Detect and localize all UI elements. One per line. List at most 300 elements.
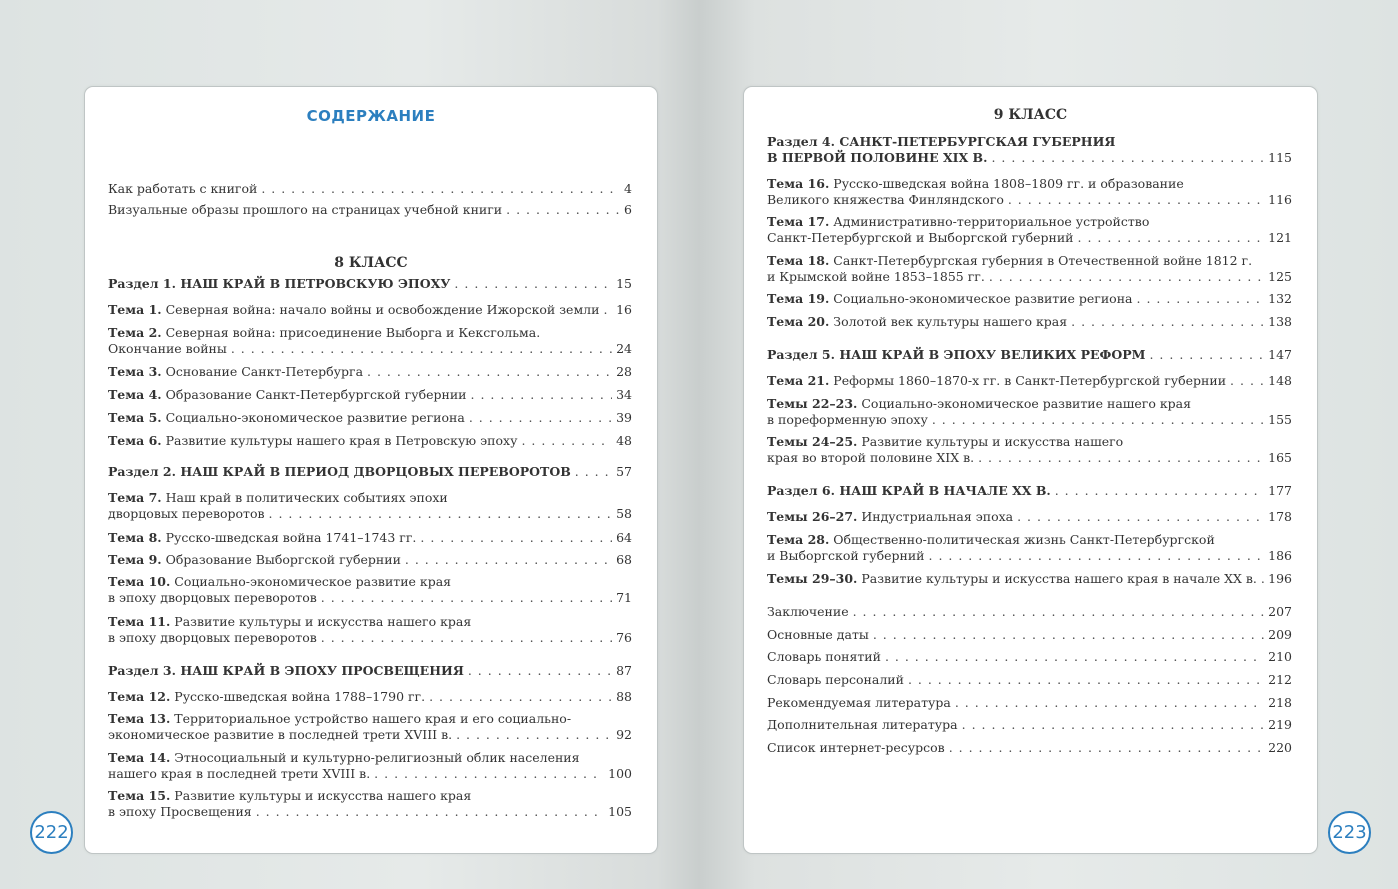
toc-entry[interactable] [767, 672, 1292, 688]
toc-entry-row [767, 269, 1292, 285]
toc-entry-title: Административно-территориальное устройство [829, 214, 1150, 229]
toc-entry[interactable] [767, 695, 1292, 711]
toc-entry-text [767, 150, 987, 166]
toc-entry-label: Тема 10. [108, 574, 171, 589]
toc-page-number: 207 [1268, 604, 1292, 619]
page-number-right: 223 [1328, 811, 1371, 854]
toc-entry-line [767, 176, 1292, 192]
toc-entry[interactable] [108, 663, 632, 679]
dot-leader [885, 649, 1264, 665]
toc-entry-text [767, 269, 985, 285]
toc-entry[interactable] [108, 302, 632, 318]
toc-entry-title: и Выборгской губерний [767, 548, 925, 563]
toc-entry-text [767, 192, 1004, 208]
toc-page-number: 105 [608, 804, 632, 819]
toc-entry[interactable] [108, 387, 632, 403]
left-page [84, 86, 658, 854]
toc-entry-label: Темы 26–27. [767, 509, 858, 524]
toc-entry-label: Тема 9. [108, 552, 162, 567]
dot-leader [367, 364, 612, 380]
toc-entry-label: Тема 7. [108, 490, 162, 505]
toc-entry[interactable] [767, 483, 1292, 499]
right-page [743, 86, 1318, 854]
toc-entry[interactable] [767, 717, 1292, 733]
dot-leader [256, 804, 604, 820]
toc-entry-text [767, 548, 925, 564]
toc-entry[interactable] [767, 253, 1292, 285]
toc-entry-row [108, 727, 632, 743]
toc-entry-title: Социально-экономическое развитие нашего края [857, 396, 1191, 411]
toc-entry-text [108, 387, 467, 403]
toc-entry-text [108, 766, 370, 782]
toc-entry[interactable] [767, 291, 1292, 307]
toc-entry-row [108, 302, 632, 318]
toc-entry-title: Русско-шведская война 1788–1790 гг. [170, 689, 426, 704]
toc-entry-label: Раздел 3. НАШ КРАЙ В ЭПОХУ ПРОСВЕЩЕНИЯ [108, 663, 464, 678]
toc-entry[interactable] [108, 410, 632, 426]
toc-entry-text [108, 630, 317, 646]
dot-leader [1149, 347, 1264, 363]
toc-entry[interactable] [767, 396, 1292, 428]
dot-leader [231, 341, 612, 357]
toc-entry-title: Основание Санкт-Петербурга [161, 364, 364, 379]
toc-entry-title: Развитие культуры и искусства нашего края в начале XX в. [857, 571, 1257, 586]
toc-entry-text [767, 373, 1226, 389]
toc-entry-title: Этносоциальный и культурно-религиозный облик населения [170, 750, 580, 765]
toc-entry-label: Тема 12. [108, 689, 171, 704]
toc-page-number: 39 [616, 410, 632, 425]
toc-entry-line [767, 214, 1292, 230]
toc-entry-row [108, 364, 632, 380]
toc-entry-text [108, 727, 452, 743]
dot-leader [853, 604, 1265, 620]
toc-entry-title: Наш край в политических событиях эпохи [161, 490, 448, 505]
toc-entry-title: и Крымской войне 1853–1855 гг. [767, 269, 985, 284]
toc-page-number: 219 [1268, 717, 1292, 732]
toc-entry[interactable] [108, 202, 632, 218]
toc-page-number: 165 [1268, 450, 1292, 465]
toc-entry-title: Социально-экономическое развитие региона [161, 410, 465, 425]
toc-entry-title: Социально-экономическое развитие края [170, 574, 452, 589]
toc-entry-text [767, 717, 958, 733]
toc-entry-label: Тема 2. [108, 325, 162, 340]
toc-entry-line [767, 134, 1292, 150]
dot-leader [1261, 571, 1264, 587]
toc-entry-row [767, 450, 1292, 466]
toc-entry-text [767, 347, 1145, 363]
toc-entry-title: Развитие культуры и искусства нашего [857, 434, 1124, 449]
toc-page-number: 88 [616, 689, 632, 704]
dot-leader [506, 202, 620, 218]
toc-entry[interactable] [108, 788, 632, 820]
toc-entry-label: Тема 5. [108, 410, 162, 425]
toc-entry-label: Раздел 1. НАШ КРАЙ В ПЕТРОВСКУЮ ЭПОХУ [108, 276, 451, 291]
toc-entry-text [108, 552, 401, 568]
toc-entry-title: края во второй половине XIX в. [767, 450, 975, 465]
toc-entry-text [108, 364, 363, 380]
dot-leader [929, 548, 1265, 564]
toc-page-number: 148 [1268, 373, 1292, 388]
toc-entry[interactable] [767, 604, 1292, 620]
toc-entry-text [108, 689, 425, 705]
toc-entry-row [767, 509, 1292, 525]
toc-entry-row [108, 552, 632, 568]
toc-entry-title: Основные даты [767, 627, 869, 642]
dot-leader [932, 412, 1264, 428]
dot-leader [456, 727, 612, 743]
toc-entry-title: Русско-шведская война 1808–1809 гг. и образование [829, 176, 1184, 191]
toc-entry[interactable] [767, 347, 1292, 363]
toc-entry-row [767, 230, 1292, 246]
toc-page-number: 28 [616, 364, 632, 379]
toc-entry-title: Санкт-Петербургской и Выборгской губерний [767, 230, 1074, 245]
dot-leader [1008, 192, 1264, 208]
toc-entry-row [108, 202, 632, 218]
toc-page-number: 218 [1268, 695, 1292, 710]
toc-entry-title: в пореформенную эпоху [767, 412, 928, 427]
toc-entry-row [108, 410, 632, 426]
toc-entry-text [108, 410, 465, 426]
toc-entry-title: Социально-экономическое развитие региона [829, 291, 1133, 306]
toc-page-number: 4 [624, 181, 632, 196]
toc-page-number: 57 [616, 464, 632, 479]
toc-entry-title: Реформы 1860–1870-х гг. в Санкт-Петербургской губернии [829, 373, 1227, 388]
toc-entry-row [108, 663, 632, 679]
dot-leader [468, 663, 612, 679]
dot-leader [1078, 230, 1265, 246]
dot-leader [429, 689, 612, 705]
toc-entry-label: Тема 18. [767, 253, 830, 268]
toc-entry-row [108, 804, 632, 820]
dot-leader [873, 627, 1264, 643]
toc-entry-label: Тема 28. [767, 532, 830, 547]
toc-entry-text [108, 663, 464, 679]
page-title: СОДЕРЖАНИЕ [306, 107, 436, 125]
dot-leader [1071, 314, 1264, 330]
toc-entry[interactable] [767, 214, 1292, 246]
toc-entry-text [108, 341, 227, 357]
toc-entry[interactable] [767, 532, 1292, 564]
dot-leader [1137, 291, 1265, 307]
toc-entry-label: Раздел 5. НАШ КРАЙ В ЭПОХУ ВЕЛИКИХ РЕФОРМ [767, 347, 1146, 362]
toc-entry-title: Санкт-Петербургская губерния в Отечественной войне 1812 г. [829, 253, 1253, 268]
toc-entry-text [767, 740, 945, 756]
toc-entry-label: Тема 14. [108, 750, 171, 765]
toc-entry-text [108, 590, 317, 606]
toc-entry-title: нашего края в последней трети XVIII в. [108, 766, 371, 781]
dot-leader [989, 269, 1264, 285]
toc-entry-label: Тема 6. [108, 433, 162, 448]
dot-leader [420, 530, 612, 546]
toc-entry-title: Окончание войны [108, 341, 227, 356]
toc-entry[interactable] [108, 325, 632, 357]
dot-leader [374, 766, 604, 782]
toc-entry-label: Раздел 4. САНКТ-ПЕТЕРБУРГСКАЯ ГУБЕРНИЯ [767, 134, 1116, 149]
toc-entry-label: Тема 11. [108, 614, 171, 629]
toc-entry-row [767, 347, 1292, 363]
toc-entry[interactable] [767, 627, 1292, 643]
toc-entry-row [767, 740, 1292, 756]
dot-leader [521, 433, 612, 449]
toc-entry-title: Развитие культуры и искусства нашего края [170, 788, 472, 803]
toc-entry[interactable] [108, 181, 632, 197]
toc-page-number: 115 [1268, 150, 1292, 165]
toc-entry-title: Визуальные образы прошлого на страницах учебной книги [108, 202, 503, 217]
dot-leader [908, 672, 1264, 688]
toc-entry-line [108, 750, 632, 766]
toc-entry-label: Раздел 6. НАШ КРАЙ В НАЧАЛЕ XX В. [767, 483, 1051, 498]
dot-leader [405, 552, 612, 568]
toc-entry-title: Образование Санкт-Петербургской губернии [161, 387, 467, 402]
dot-leader [261, 181, 620, 197]
toc-page-number: 186 [1268, 548, 1292, 563]
toc-entry-row [767, 695, 1292, 711]
toc-entry-text [767, 695, 951, 711]
toc-entry-line [767, 532, 1292, 548]
toc-entry-title: Рекомендуемая литература [767, 695, 951, 710]
toc-entry-title: в эпоху дворцовых переворотов [108, 630, 317, 645]
toc-entry-text [767, 450, 974, 466]
toc-entry-text [767, 483, 1051, 499]
toc-entry-text [108, 506, 265, 522]
toc-entry-title: дворцовых переворотов [108, 506, 265, 521]
toc-entry-text [767, 314, 1067, 330]
toc-entry-line [108, 490, 632, 506]
toc-entry[interactable] [767, 134, 1292, 166]
toc-entry-title: Великого княжества Финляндского [767, 192, 1004, 207]
toc-entry-text [767, 649, 881, 665]
toc-entry[interactable] [767, 509, 1292, 525]
toc-entry-label: Темы 22–23. [767, 396, 858, 411]
toc-entry-label: Тема 1. [108, 302, 162, 317]
toc-entry-title: Как работать с книгой [108, 181, 258, 196]
toc-entry-row [108, 464, 632, 480]
toc-entry-line [108, 325, 632, 341]
toc-entry-title: Словарь понятий [767, 649, 881, 664]
toc-entry-title: Русско-шведская война 1741–1743 гг. [161, 530, 417, 545]
toc-entry[interactable] [108, 574, 632, 606]
dot-leader [575, 464, 612, 480]
toc-entry-label: В ПЕРВОЙ ПОЛОВИНЕ XIX В. [767, 150, 988, 165]
toc-entry-row [767, 717, 1292, 733]
toc-entry-row [767, 672, 1292, 688]
toc-entry-row [108, 506, 632, 522]
toc-entry-row [108, 766, 632, 782]
toc-page-number: 209 [1268, 627, 1292, 642]
toc-entry-row [767, 291, 1292, 307]
toc-entry-line [108, 574, 632, 590]
toc-entry-label: Темы 29–30. [767, 571, 858, 586]
dot-leader [991, 150, 1264, 166]
toc-entry-label: Тема 8. [108, 530, 162, 545]
toc-entry[interactable] [108, 530, 632, 546]
toc-page-number: 121 [1268, 230, 1292, 245]
toc-entry[interactable] [108, 490, 632, 522]
toc-entry-row [108, 387, 632, 403]
toc-entry[interactable] [767, 314, 1292, 330]
toc-entry-title: Золотой век культуры нашего края [829, 314, 1068, 329]
toc-entry-text [767, 627, 869, 643]
toc-page-number: 16 [616, 302, 632, 317]
toc-entry-title: экономическое развитие в последней трети XVIII в. [108, 727, 453, 742]
dot-leader [1055, 483, 1264, 499]
toc-entry-line [108, 788, 632, 804]
toc-entry[interactable] [767, 434, 1292, 466]
toc-page-number: 64 [616, 530, 632, 545]
toc-entry-text [767, 672, 904, 688]
toc-entry-text [767, 291, 1133, 307]
dot-leader [955, 695, 1264, 711]
toc-entry-row [108, 181, 632, 197]
toc-entry-row [767, 373, 1292, 389]
toc-entry-line [108, 614, 632, 630]
toc-page-number: 15 [616, 276, 632, 291]
toc-entry-row [767, 548, 1292, 564]
toc-entry[interactable] [108, 750, 632, 782]
toc-entry-title: в эпоху дворцовых переворотов [108, 590, 317, 605]
dot-leader [321, 630, 612, 646]
toc-page-number: 34 [616, 387, 632, 402]
toc-entry-text [108, 276, 450, 292]
dot-leader [603, 302, 612, 318]
toc-entry-label: Тема 21. [767, 373, 830, 388]
toc-entry-line [108, 711, 632, 727]
toc-entry[interactable] [767, 740, 1292, 756]
toc-entry[interactable] [108, 464, 632, 480]
toc-page-number: 147 [1268, 347, 1292, 362]
toc-entry-row [108, 689, 632, 705]
toc-entry-label: Раздел 2. НАШ КРАЙ В ПЕРИОД ДВОРЦОВЫХ ПЕРЕВОРОТОВ [108, 464, 571, 479]
toc-entry-title: Дополнительная литература [767, 717, 958, 732]
toc-entry[interactable] [108, 364, 632, 380]
toc-entry-row [108, 276, 632, 292]
toc-entry-row [767, 150, 1292, 166]
toc-entry-line [767, 396, 1292, 412]
toc-entry-text [108, 433, 517, 449]
toc-entry-text [767, 230, 1074, 246]
toc-page-number: 68 [616, 552, 632, 567]
toc-entry-row [108, 530, 632, 546]
toc-entry[interactable] [767, 176, 1292, 208]
toc-entry-label: Тема 20. [767, 314, 830, 329]
toc-page-number: 196 [1268, 571, 1292, 586]
toc-entry[interactable] [108, 552, 632, 568]
dot-leader [962, 717, 1265, 733]
toc-entry-label: Тема 19. [767, 291, 830, 306]
toc-entry-row [767, 192, 1292, 208]
toc-entry-title: Список интернет-ресурсов [767, 740, 945, 755]
toc-entry-text [108, 302, 599, 318]
toc-page-number: 178 [1268, 509, 1292, 524]
dot-leader [454, 276, 612, 292]
toc-entry-text [108, 464, 571, 480]
toc-entry-title: Словарь персоналий [767, 672, 904, 687]
toc-entry[interactable] [767, 373, 1292, 389]
toc-entry-label: Темы 24–25. [767, 434, 858, 449]
toc-page-number: 212 [1268, 672, 1292, 687]
toc-page-number: 138 [1268, 314, 1292, 329]
toc-entry-row [767, 314, 1292, 330]
toc-page-number: 220 [1268, 740, 1292, 755]
toc-page-number: 132 [1268, 291, 1292, 306]
toc-entry-row [108, 433, 632, 449]
dot-leader [269, 506, 613, 522]
toc-entry-text [767, 509, 1013, 525]
toc-page-number: 92 [616, 727, 632, 742]
toc-entry-title: Индустриальная эпоха [857, 509, 1014, 524]
toc-entry-title: Северная война: присоединение Выборга и Кексгольма. [161, 325, 541, 340]
toc-entry-label: Тема 3. [108, 364, 162, 379]
toc-entry-title: Развитие культуры нашего края в Петровскую эпоху [161, 433, 518, 448]
toc-entry-label: Тема 16. [767, 176, 830, 191]
toc-page-number: 210 [1268, 649, 1292, 664]
toc-entry-text [767, 571, 1257, 587]
dot-leader [321, 590, 612, 606]
toc-page-number: 155 [1268, 412, 1292, 427]
toc-page-number: 6 [624, 202, 632, 217]
toc-entry-text [767, 604, 849, 620]
toc-entry-row [108, 590, 632, 606]
toc-entry[interactable] [767, 649, 1292, 665]
toc-entry[interactable] [108, 614, 632, 646]
toc-entry-row [767, 483, 1292, 499]
dot-leader [471, 387, 613, 403]
toc-page-number: 177 [1268, 483, 1292, 498]
toc-entry-title: Заключение [767, 604, 849, 619]
toc-entry-title: Общественно-политическая жизнь Санкт-Петербургской [829, 532, 1215, 547]
grade-heading-9: 9 КЛАСС [993, 107, 1068, 123]
dot-leader [978, 450, 1264, 466]
toc-entry-row [767, 412, 1292, 428]
page-number-left: 222 [30, 811, 73, 854]
toc-entry-row [767, 571, 1292, 587]
dot-leader [949, 740, 1264, 756]
toc-entry-row [108, 341, 632, 357]
toc-entry-text [108, 181, 257, 197]
toc-entry-row [108, 630, 632, 646]
grade-heading-8: 8 КЛАСС [334, 255, 408, 271]
toc-page-number: 76 [616, 630, 632, 645]
toc-page-number: 87 [616, 663, 632, 678]
toc-entry[interactable] [108, 711, 632, 743]
toc-entry[interactable] [108, 433, 632, 449]
toc-page-number: 48 [616, 433, 632, 448]
toc-entry[interactable] [108, 276, 632, 292]
toc-entry-title: Образование Выборгской губернии [161, 552, 401, 567]
toc-entry[interactable] [108, 689, 632, 705]
toc-entry-text [767, 412, 928, 428]
toc-entry[interactable] [767, 571, 1292, 587]
toc-page-number: 116 [1268, 192, 1292, 207]
dot-leader [1230, 373, 1264, 389]
toc-entry-label: Тема 4. [108, 387, 162, 402]
dot-leader [1017, 509, 1264, 525]
toc-page-number: 100 [608, 766, 632, 781]
dot-leader [469, 410, 612, 426]
toc-entry-line [767, 253, 1292, 269]
toc-entry-title: Развитие культуры и искусства нашего края [170, 614, 472, 629]
toc-entry-line [767, 434, 1292, 450]
toc-entry-text [108, 530, 416, 546]
toc-entry-row [767, 604, 1292, 620]
toc-entry-title: Территориальное устройство нашего края и его социально- [170, 711, 572, 726]
toc-entry-row [767, 649, 1292, 665]
toc-entry-title: Северная война: начало войны и освобождение Ижорской земли [161, 302, 600, 317]
toc-page-number: 58 [616, 506, 632, 521]
toc-page-number: 71 [616, 590, 632, 605]
toc-entry-row [767, 627, 1292, 643]
toc-entry-label: Тема 13. [108, 711, 171, 726]
